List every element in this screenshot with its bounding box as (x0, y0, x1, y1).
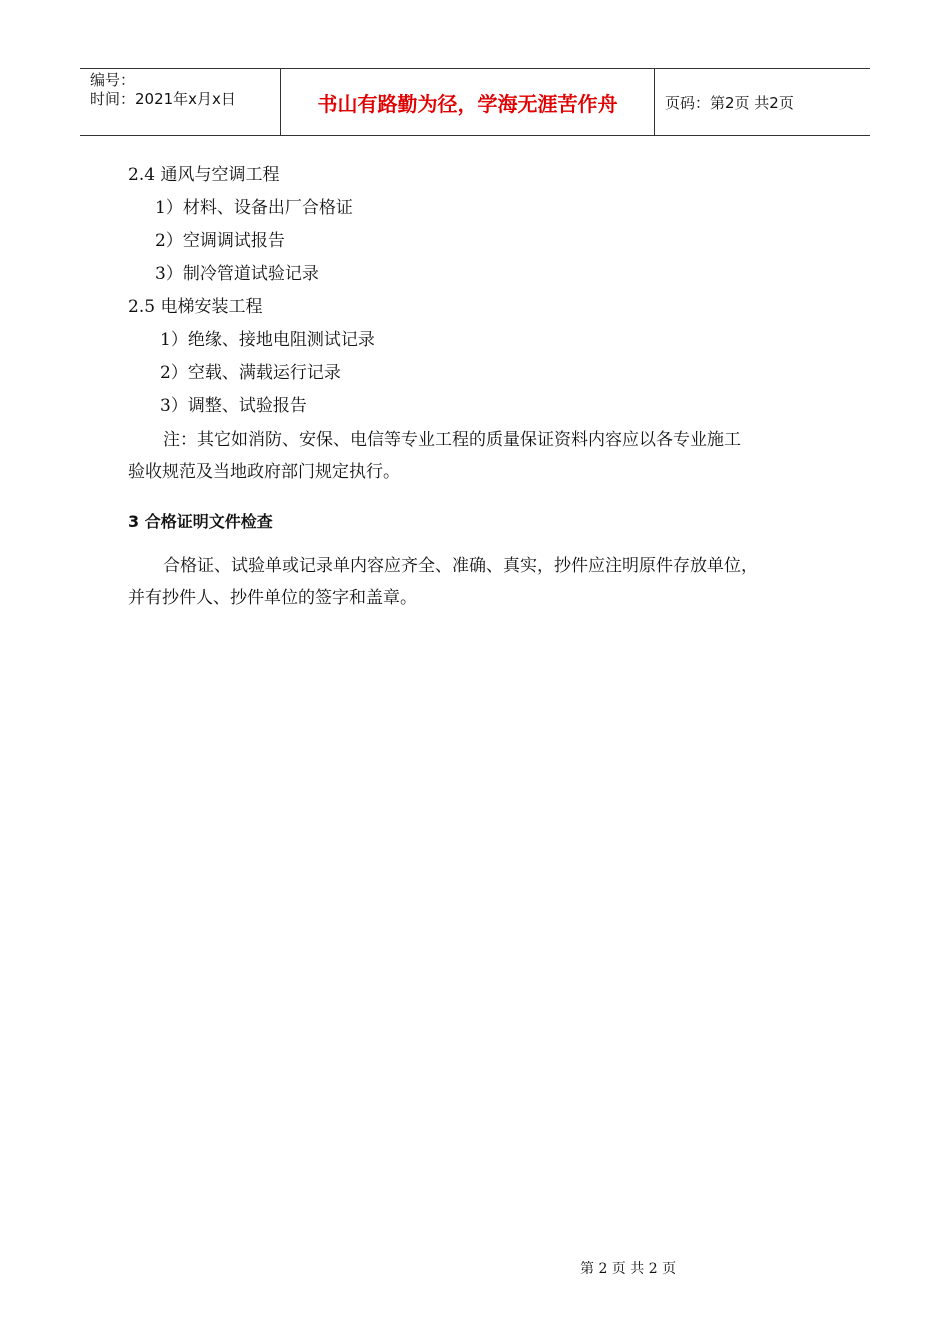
section-3-paragraph-line-2: 并有抄件人、抄件单位的签字和盖章。 (128, 588, 417, 608)
page-header (80, 68, 870, 136)
list-item: 3）调整、试验报告 (160, 396, 307, 416)
list-item: 1）材料、设备出厂合格证 (155, 198, 353, 218)
section-3-title: 3 合格证明文件检查 (128, 512, 273, 531)
time-label: 时间：2021年x月x日 (90, 90, 236, 108)
list-item: 3）制冷管道试验记录 (155, 264, 319, 284)
section-3-paragraph-line-1: 合格证、试验单或记录单内容应齐全、准确、真实，抄件应注明原件存放单位， (163, 556, 758, 576)
section-2-5-title: 2.5 电梯安装工程 (128, 297, 263, 317)
note-line-1: 注：其它如消防、安保、电信等专业工程的质量保证资料内容应以各专业施工 (163, 430, 741, 450)
code-label: 编号： (90, 71, 136, 89)
header-meta (80, 69, 281, 135)
footer-page-number: 第 2 页 共 2 页 (580, 1261, 677, 1277)
note-line-2: 验收规范及当地政府部门规定执行。 (128, 462, 400, 482)
list-item: 2）空调调试报告 (155, 231, 285, 251)
header-page-info: 页码：第2页 共2页 (665, 93, 794, 112)
list-item: 2）空载、满载运行记录 (160, 363, 341, 383)
list-item: 1）绝缘、接地电阻测试记录 (160, 330, 375, 350)
section-2-4-title: 2.4 通风与空调工程 (128, 165, 280, 185)
header-motto: 书山有路勤为径，学海无涯苦作舟 (281, 69, 655, 135)
